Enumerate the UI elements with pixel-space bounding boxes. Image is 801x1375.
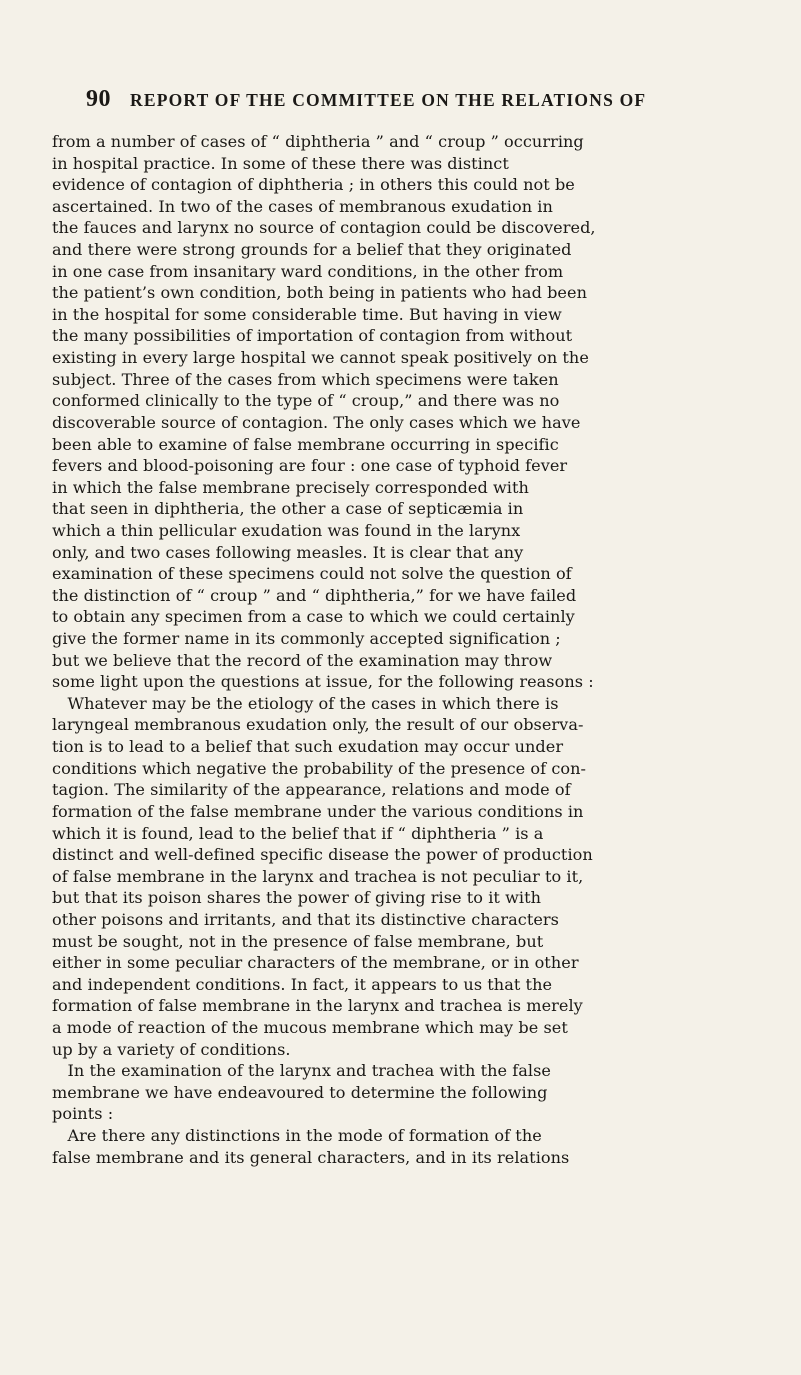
text-line: ascertained. In two of the cases of membranous exudation in xyxy=(52,196,553,216)
running-head xyxy=(86,86,786,116)
text-line: subject. Three of the cases from which specimens were taken xyxy=(52,369,559,389)
text-line: the distinction of “ croup ” and “ diphtheria,” for we have failed xyxy=(52,585,577,605)
page-number: 90 xyxy=(86,86,111,112)
text-line: up by a variety of conditions. xyxy=(52,1039,291,1059)
text-line: to obtain any specimen from a case to which we could certainly xyxy=(52,607,575,627)
text-line: of false membrane in the larynx and trachea is not peculiar to it, xyxy=(52,866,584,886)
text-line: membrane we have endeavoured to determine the following xyxy=(52,1082,548,1102)
text-line: either in some peculiar characters of the membrane, or in other xyxy=(52,953,579,973)
text-line: distinct and well-defined specific disease the power of production xyxy=(52,845,593,865)
text-line: fevers and blood-poisoning are four : one case of typhoid fever xyxy=(52,456,568,476)
text-line: and independent conditions. In fact, it appears to us that the xyxy=(52,974,553,994)
text-line: must be sought, not in the presence of false membrane, but xyxy=(52,931,544,951)
text-line: Are there any distinctions in the mode of formation of the xyxy=(52,1126,542,1146)
text-line: Whatever may be the etiology of the cases in which there is xyxy=(52,693,559,713)
text-line: in one case from insanitary ward conditions, in the other from xyxy=(52,261,564,281)
text-line: In the examination of the larynx and trachea with the false xyxy=(52,1061,551,1081)
text-line: been able to examine of false membrane occurring in specific xyxy=(52,434,559,454)
text-line: conditions which negative the probability of the presence of con- xyxy=(52,758,587,778)
text-line: examination of these specimens could not solve the question of xyxy=(52,564,572,584)
text-line: a mode of reaction of the mucous membrane which may be set xyxy=(52,1017,568,1037)
text-line: evidence of contagion of diphtheria ; in others this could not be xyxy=(52,175,575,195)
text-line: the fauces and larynx no source of contagion could be discovered, xyxy=(52,218,596,238)
text-line: some light upon the questions at issue, for the following reasons : xyxy=(52,672,594,692)
text-line: and there were strong grounds for a belief that they originated xyxy=(52,240,572,260)
text-line: discoverable source of contagion. The only cases which we have xyxy=(52,412,581,432)
text-line: which a thin pellicular exudation was found in the larynx xyxy=(52,520,521,540)
running-title: REPORT OF THE COMMITTEE ON THE RELATIONS OF xyxy=(130,90,647,110)
text-line: the patient’s own condition, both being in patients who had been xyxy=(52,283,588,303)
text-line: other poisons and irritants, and that its distinctive characters xyxy=(52,909,559,929)
text-line: in which the false membrane precisely corresponded with xyxy=(52,477,529,497)
text-line: give the former name in its commonly accepted signification ; xyxy=(52,629,561,649)
text-line: tion is to lead to a belief that such exudation may occur under xyxy=(52,737,564,757)
text-line: conformed clinically to the type of “ croup,” and there was no xyxy=(52,391,560,411)
text-line: that seen in diphtheria, the other a case of septicæmia in xyxy=(52,499,524,519)
text-line: false membrane and its general characters, and in its relations xyxy=(52,1147,570,1167)
text-line: tagion. The similarity of the appearance, relations and mode of xyxy=(52,780,571,800)
text-line: laryngeal membranous exudation only, the result of our observa- xyxy=(52,715,584,735)
text-line: from a number of cases of “ diphtheria ” and “ croup ” occurring xyxy=(52,132,584,151)
text-line: formation of the false membrane under the various conditions in xyxy=(52,801,584,821)
text-line: points : xyxy=(52,1104,114,1124)
text-line: but we believe that the record of the examination may throw xyxy=(52,650,553,670)
text-line: in the hospital for some considerable time. But having in view xyxy=(52,304,562,324)
body-text xyxy=(52,131,788,1168)
text-line: only, and two cases following measles. It is clear that any xyxy=(52,542,524,562)
text-line: formation of false membrane in the larynx and trachea is merely xyxy=(52,996,583,1016)
text-line: existing in every large hospital we cannot speak positively on the xyxy=(52,348,589,368)
text-line: but that its poison shares the power of giving rise to it with xyxy=(52,888,542,908)
text-line: which it is found, lead to the belief that if “ diphtheria ” is a xyxy=(52,823,544,843)
text-line: in hospital practice. In some of these there was distinct xyxy=(52,153,509,173)
text-line: the many possibilities of importation of contagion from without xyxy=(52,326,573,346)
